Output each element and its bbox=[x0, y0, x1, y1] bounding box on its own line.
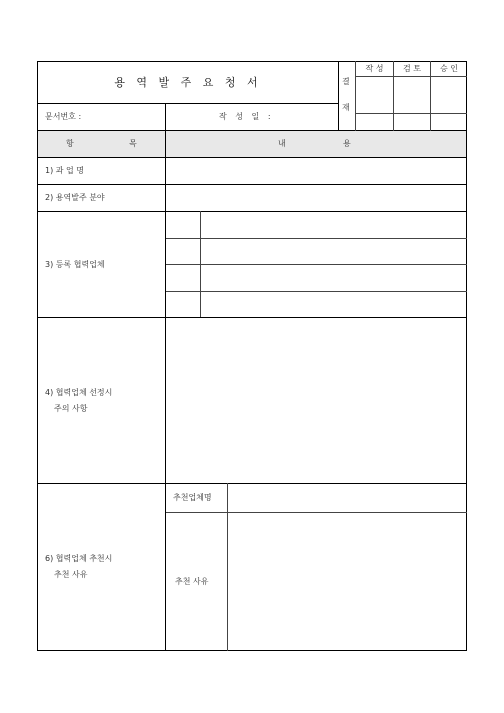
approval-sign-rule bbox=[355, 113, 467, 114]
doc-number-field[interactable] bbox=[100, 105, 164, 129]
recommendation-reason-field[interactable] bbox=[228, 513, 466, 650]
approval-review-sign-cell[interactable] bbox=[394, 77, 430, 113]
rule-under-title bbox=[37, 103, 338, 104]
row-selection-notes-1: 4) 협력업체 선정시 bbox=[45, 388, 113, 397]
form-title: 용 역 발 주 요 청 서 bbox=[114, 76, 262, 89]
row-selection-notes-2: 주의 사항 bbox=[54, 404, 88, 413]
approval-author-sign-cell[interactable] bbox=[356, 77, 393, 113]
recommendation-reason-label: 추천 사유 bbox=[175, 577, 209, 586]
recommended-company-label: 추천업체명 bbox=[173, 493, 212, 502]
approval-label-bottom: 재 bbox=[342, 103, 350, 112]
row-registered-partners: 3) 등록 협력업체 bbox=[45, 260, 105, 269]
date-label: 작 성 일 : bbox=[219, 112, 274, 121]
partner-field-2[interactable] bbox=[201, 239, 466, 264]
project-name-field[interactable] bbox=[166, 158, 466, 184]
approval-col-approve: 승 인 bbox=[440, 64, 458, 73]
doc-number-label: 문서번호 : bbox=[45, 112, 82, 121]
row-recommendation-1: 6) 협력업체 추천시 bbox=[45, 554, 113, 563]
header-content-right: 용 bbox=[343, 139, 351, 148]
header-item-left: 항 bbox=[66, 139, 74, 148]
partner-field-1[interactable] bbox=[201, 212, 466, 238]
table-header-background bbox=[38, 131, 466, 157]
recommended-company-field[interactable] bbox=[228, 484, 466, 512]
approval-col-author: 작 성 bbox=[365, 64, 384, 73]
approval-label-top: 결 bbox=[342, 77, 350, 86]
row-service-field: 2) 용역발주 분야 bbox=[45, 193, 105, 202]
row-recommendation-2: 추천 사유 bbox=[54, 570, 88, 579]
partner-field-4[interactable] bbox=[201, 292, 466, 317]
approval-approve-sign-cell[interactable] bbox=[431, 77, 466, 113]
rule-under-docinfo bbox=[37, 130, 467, 131]
date-field[interactable] bbox=[280, 105, 337, 129]
approval-left-border bbox=[338, 61, 339, 131]
partner-field-3[interactable] bbox=[201, 265, 466, 291]
selection-notes-field[interactable] bbox=[166, 318, 466, 483]
row-project-name: 1) 과 업 명 bbox=[45, 166, 85, 175]
header-item-right: 목 bbox=[129, 139, 137, 148]
service-field-field[interactable] bbox=[166, 185, 466, 211]
approval-col-review: 검 토 bbox=[403, 64, 421, 73]
header-content-left: 내 bbox=[278, 139, 286, 148]
